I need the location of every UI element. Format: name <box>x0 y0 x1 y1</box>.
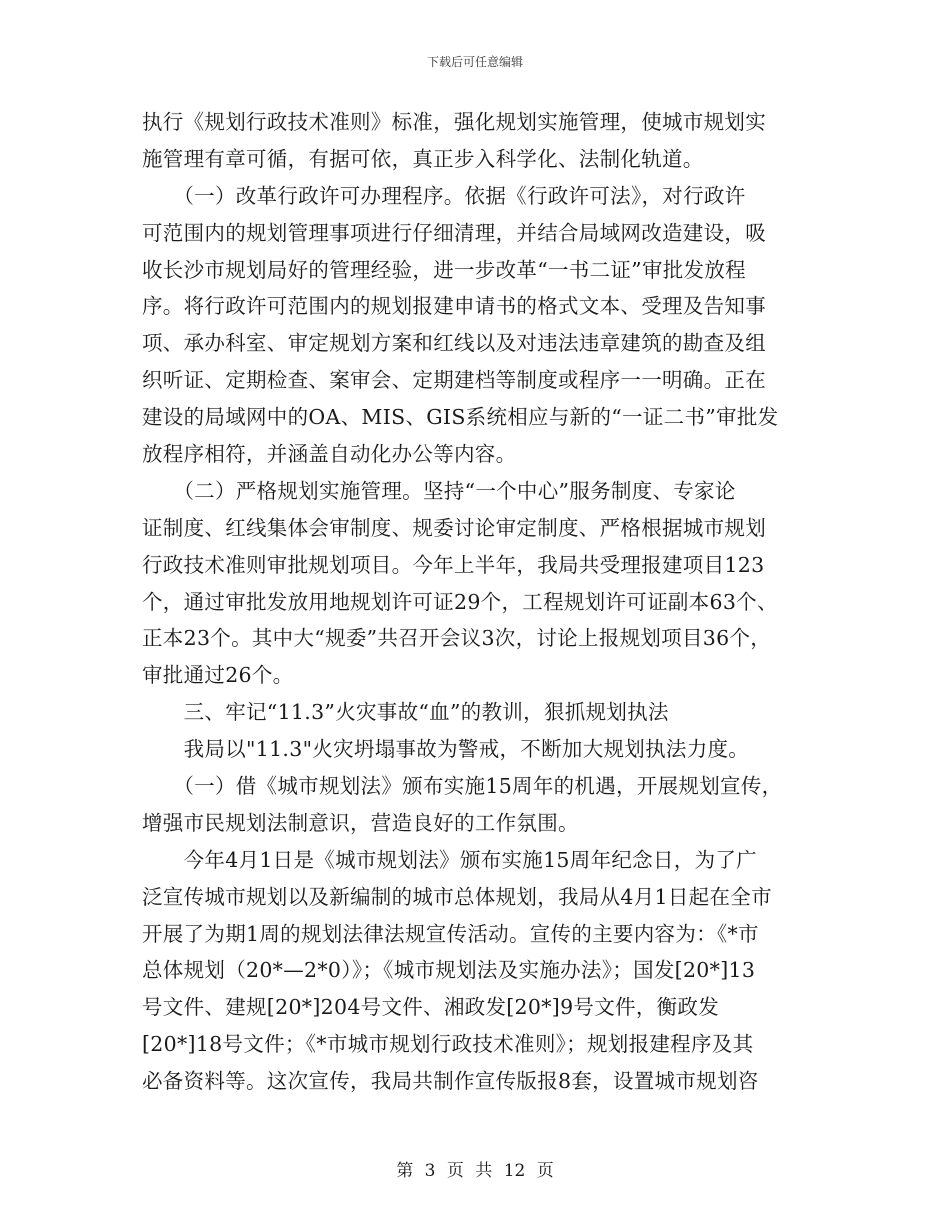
text-line: 项、承办科室、审定规划方案和红线以及对违法违章建筑的勘查及组 <box>142 331 766 356</box>
text-line: 可范围内的规划管理事项进行仔细清理，并结合局域网改造建设，吸 <box>142 220 766 245</box>
text-line: 个，通过审批发放用地规划许可证29个，工程规划许可证副本63个、 <box>142 589 778 614</box>
text-line: （一）借《城市规划法》颁布实施15周年的机遇，开展规划宣传， <box>142 774 783 799</box>
page-footer: 第 3 页 共 12 页 <box>396 1161 554 1181</box>
page-header: 下载后可任意编辑 <box>426 55 523 69</box>
text-line: 三、牢记“11.3”火灾事故“血”的教训，狠抓规划执法 <box>142 700 669 725</box>
text-line: 序。将行政许可范围内的规划报建申请书的格式文本、受理及告知事 <box>142 294 766 319</box>
text-line: 执行《规划行政技术准则》标准，强化规划实施管理，使城市规划实 <box>142 110 766 134</box>
text-line: 必备资料等。这次宣传，我局共制作宣传版报8套，设置城市规划咨 <box>142 1069 759 1094</box>
text-line: 增强市民规划法制意识，营造良好的工作氛围。 <box>142 810 579 835</box>
text-line: （二）严格规划实施管理。坚持“一个中心”服务制度、专家论 <box>142 478 736 503</box>
text-line: 审批通过26个。 <box>142 663 294 688</box>
text-line: 今年4月1日是《城市规划法》颁布实施15周年纪念日，为了广 <box>142 847 757 872</box>
text-line: 放程序相符，并涵盖自动化办公等内容。 <box>142 442 517 467</box>
text-line: 我局以"11.3"火灾坍塌事故为警戒，不断加大规划执法力度。 <box>142 737 750 762</box>
document-body <box>142 104 828 1100</box>
text-line: 开展了为期1周的规划法律法规宣传活动。宣传的主要内容为：《*市 <box>142 921 759 946</box>
text-line: 号文件、建规[20*]204号文件、湘政发[20*]9号文件，衡政发 <box>142 995 720 1020</box>
text-line: 织听证、定期检查、案审会、定期建档等制度或程序一一明确。正在 <box>142 368 766 393</box>
text-line: 收长沙市规划局好的管理经验，进一步改革“一书二证”审批发放程 <box>142 257 746 282</box>
text-line: 泛宣传城市规划以及新编制的城市总体规划，我局从4月1日起在全市 <box>142 884 772 909</box>
text-line: 建设的局域网中的OA、MIS、GIS系统相应与新的“一证二书”审批发 <box>142 405 779 430</box>
text-line: （一）改革行政许可办理程序。依据《行政许可法》，对行政许 <box>142 183 746 208</box>
text-line: 行政技术准则审批规划项目。今年上半年，我局共受理报建项目123 <box>142 552 765 577</box>
text-line: 证制度、红线集体会审制度、规委讨论审定制度、严格根据城市规划 <box>142 515 766 540</box>
text-line: 施管理有章可循，有据可依，真正步入科学化、法制化轨道。 <box>142 146 704 171</box>
text-line: [20*]18号文件；《*市城市规划行政技术准则》；规划报建程序及其 <box>142 1032 754 1057</box>
text-line: 正本23个。其中大“规委”共召开会议3次，讨论上报规划项目36个， <box>142 626 772 651</box>
text-line: 总体规划（20*—2*0）》；《城市规划法及实施办法》；国发[20*]13 <box>142 958 756 983</box>
